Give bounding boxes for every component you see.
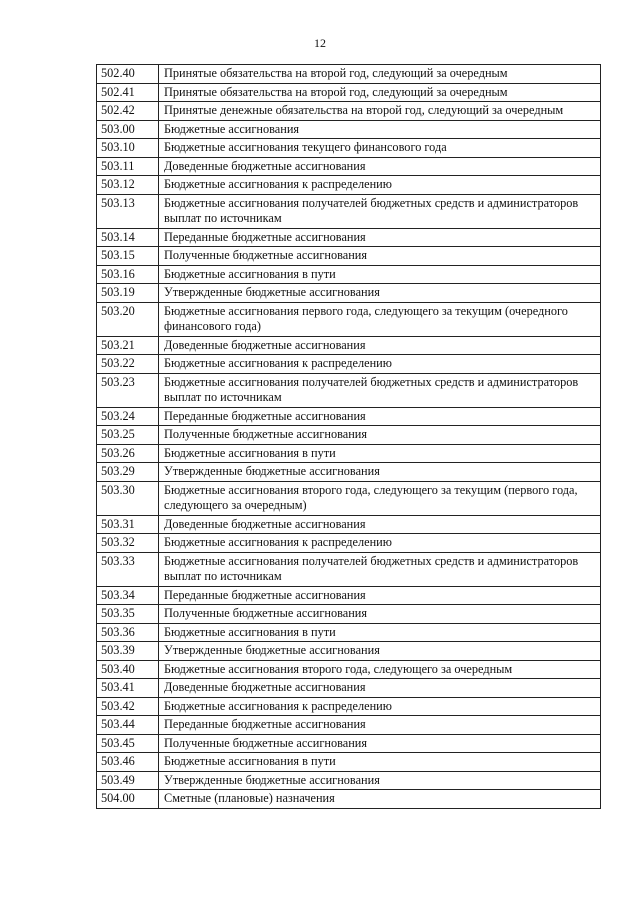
table-row [97, 605, 601, 624]
table-row [97, 515, 601, 534]
account-code: 503.23 [97, 373, 159, 407]
table-row [97, 716, 601, 735]
table-row [97, 481, 601, 515]
table-row [97, 157, 601, 176]
account-name: Бюджетные ассигнования к распределению [159, 534, 601, 553]
account-name: Полученные бюджетные ассигнования [159, 426, 601, 445]
account-name: Бюджетные ассигнования [159, 120, 601, 139]
account-code: 503.30 [97, 481, 159, 515]
table-row [97, 790, 601, 809]
account-code: 503.21 [97, 336, 159, 355]
account-name: Сметные (плановые) назначения [159, 790, 601, 809]
table-row [97, 463, 601, 482]
table-row [97, 407, 601, 426]
account-name: Бюджетные ассигнования в пути [159, 623, 601, 642]
account-name: Бюджетные ассигнования в пути [159, 444, 601, 463]
table-row [97, 355, 601, 374]
account-name: Утвержденные бюджетные ассигнования [159, 642, 601, 661]
account-name: Бюджетные ассигнования к распределению [159, 697, 601, 716]
account-name: Принятые обязательства на второй год, следующий за очередным [159, 83, 601, 102]
table-row [97, 623, 601, 642]
table-row [97, 426, 601, 445]
account-code: 503.41 [97, 679, 159, 698]
account-name: Бюджетные ассигнования второго года, следующего за очередным [159, 660, 601, 679]
account-code: 502.41 [97, 83, 159, 102]
account-code: 503.46 [97, 753, 159, 772]
account-code: 503.39 [97, 642, 159, 661]
account-code: 503.15 [97, 247, 159, 266]
table-row [97, 139, 601, 158]
table-row [97, 753, 601, 772]
table-row [97, 552, 601, 586]
account-name: Принятые обязательства на второй год, следующий за очередным [159, 65, 601, 84]
account-name: Утвержденные бюджетные ассигнования [159, 771, 601, 790]
account-name: Бюджетные ассигнования в пути [159, 265, 601, 284]
account-code: 503.36 [97, 623, 159, 642]
account-name: Бюджетные ассигнования получателей бюджетных средств и администраторов выплат по источникам [159, 373, 601, 407]
account-code: 502.40 [97, 65, 159, 84]
account-code: 503.10 [97, 139, 159, 158]
account-name: Бюджетные ассигнования первого года, следующего за текущим (очередного финансового года) [159, 302, 601, 336]
account-code: 503.13 [97, 194, 159, 228]
page-number: 12 [314, 36, 326, 50]
table-row [97, 586, 601, 605]
table-row [97, 247, 601, 266]
account-code: 503.44 [97, 716, 159, 735]
accounts-table-body [97, 65, 601, 809]
account-name: Бюджетные ассигнования текущего финансового года [159, 139, 601, 158]
account-code: 502.42 [97, 102, 159, 121]
account-name: Полученные бюджетные ассигнования [159, 734, 601, 753]
account-name: Переданные бюджетные ассигнования [159, 716, 601, 735]
account-name: Принятые денежные обязательства на второй год, следующий за очередным [159, 102, 601, 121]
account-code: 503.33 [97, 552, 159, 586]
account-code: 503.45 [97, 734, 159, 753]
table-row [97, 83, 601, 102]
account-code: 503.11 [97, 157, 159, 176]
table-row [97, 120, 601, 139]
account-name: Бюджетные ассигнования к распределению [159, 355, 601, 374]
account-code: 504.00 [97, 790, 159, 809]
table-row [97, 771, 601, 790]
account-code: 503.22 [97, 355, 159, 374]
table-row [97, 265, 601, 284]
account-name: Переданные бюджетные ассигнования [159, 407, 601, 426]
table-row [97, 660, 601, 679]
table-row [97, 302, 601, 336]
account-code: 503.20 [97, 302, 159, 336]
account-name: Доведенные бюджетные ассигнования [159, 679, 601, 698]
account-name: Переданные бюджетные ассигнования [159, 228, 601, 247]
table-row [97, 102, 601, 121]
table-row [97, 642, 601, 661]
account-code: 503.35 [97, 605, 159, 624]
account-code: 503.29 [97, 463, 159, 482]
account-name: Бюджетные ассигнования получателей бюджетных средств и администраторов выплат по источникам [159, 552, 601, 586]
account-name: Бюджетные ассигнования к распределению [159, 176, 601, 195]
account-code: 503.42 [97, 697, 159, 716]
account-code: 503.19 [97, 284, 159, 303]
account-name: Утвержденные бюджетные ассигнования [159, 284, 601, 303]
account-code: 503.14 [97, 228, 159, 247]
table-row [97, 679, 601, 698]
account-name: Бюджетные ассигнования получателей бюджетных средств и администраторов выплат по источникам [159, 194, 601, 228]
table-row [97, 697, 601, 716]
table-row [97, 176, 601, 195]
table-row [97, 373, 601, 407]
table-row [97, 65, 601, 84]
table-row [97, 734, 601, 753]
table-row [97, 444, 601, 463]
accounts-table [96, 64, 601, 809]
account-name: Бюджетные ассигнования второго года, следующего за текущим (первого года, следующего за очередным) [159, 481, 601, 515]
account-name: Доведенные бюджетные ассигнования [159, 157, 601, 176]
table-row [97, 284, 601, 303]
account-name: Доведенные бюджетные ассигнования [159, 515, 601, 534]
account-code: 503.32 [97, 534, 159, 553]
account-name: Полученные бюджетные ассигнования [159, 605, 601, 624]
account-code: 503.31 [97, 515, 159, 534]
table-row [97, 534, 601, 553]
account-code: 503.34 [97, 586, 159, 605]
account-code: 503.24 [97, 407, 159, 426]
table-row [97, 336, 601, 355]
account-code: 503.12 [97, 176, 159, 195]
account-code: 503.40 [97, 660, 159, 679]
account-code: 503.49 [97, 771, 159, 790]
account-name: Полученные бюджетные ассигнования [159, 247, 601, 266]
account-name: Бюджетные ассигнования в пути [159, 753, 601, 772]
table-row [97, 194, 601, 228]
table-row [97, 228, 601, 247]
account-name: Переданные бюджетные ассигнования [159, 586, 601, 605]
account-code: 503.26 [97, 444, 159, 463]
account-code: 503.16 [97, 265, 159, 284]
account-name: Утвержденные бюджетные ассигнования [159, 463, 601, 482]
account-name: Доведенные бюджетные ассигнования [159, 336, 601, 355]
account-code: 503.00 [97, 120, 159, 139]
account-code: 503.25 [97, 426, 159, 445]
